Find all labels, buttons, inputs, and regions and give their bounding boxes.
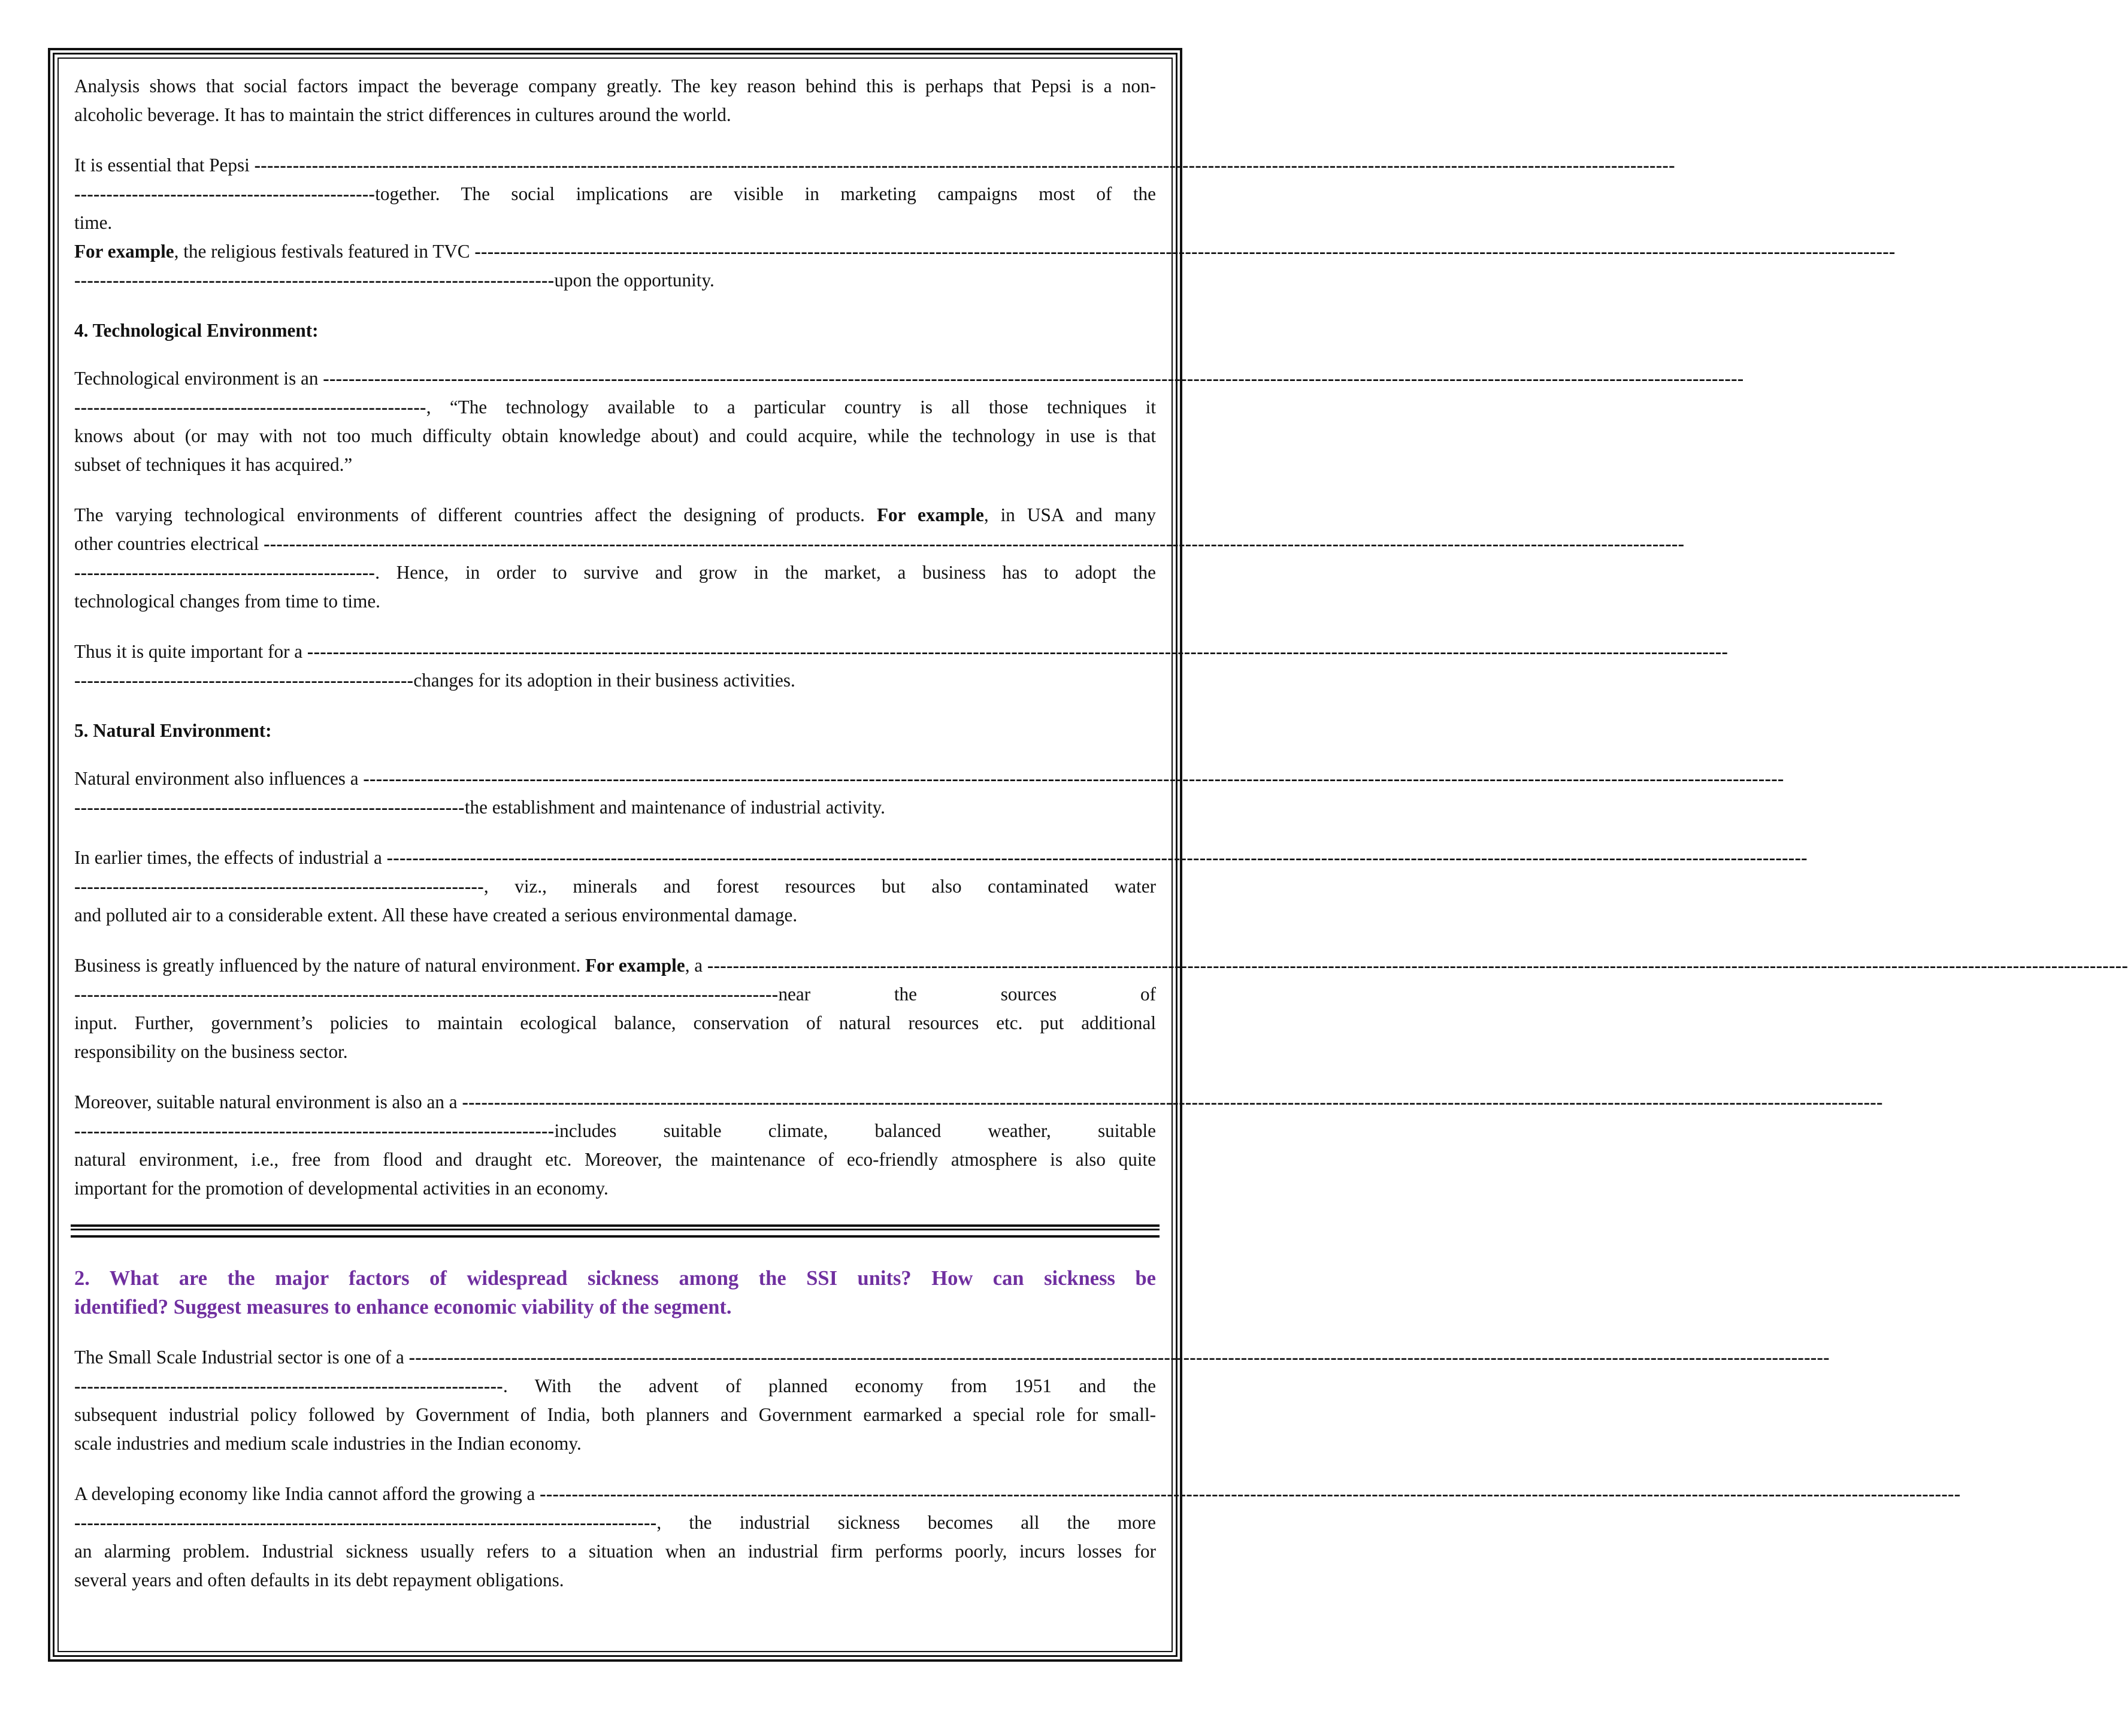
text-line — [74, 980, 1156, 1009]
paragraph-social-factors — [74, 72, 1156, 129]
bold-lead: For example — [876, 504, 984, 525]
question-line: identified? Suggest measures to enhance economic viability of the segment. — [74, 1296, 732, 1318]
blank-dash-run: ------------------------------------------------------------------------------------------------------------------------------------------------------------------------------------------------------------------------------ — [474, 241, 1896, 262]
text-line: subset of techniques it has acquired.” — [74, 454, 353, 475]
text-line — [74, 637, 1729, 666]
paragraph-ssi-sector — [74, 1343, 1830, 1458]
text-line: natural environment, i.e., free from flood and draught etc. Moreover, the maintenance of eco-friendly atmosphere is also quite — [74, 1149, 1156, 1170]
text-fragment: , viz., minerals and forest resources but also contaminated water — [483, 876, 1156, 897]
text-line — [74, 530, 1685, 558]
text-fragment: near the sources of — [778, 984, 1156, 1005]
text-fragment: The varying technological environments of different countries affect the designing of products. — [74, 504, 877, 525]
text-fragment: Moreover, suitable natural environment is also an a — [74, 1091, 462, 1112]
paragraph-religious-festivals — [74, 237, 1896, 295]
blank-dash-run: ----------------------------------------------- — [74, 183, 376, 204]
text-fragment: Thus it is quite important for a — [74, 641, 307, 662]
blank-dash-run: ------------------------------------------------------------------------------------------------------------------------------------------------------------------------------------------------------------------------------ — [264, 533, 1685, 554]
text-line — [74, 151, 1675, 180]
text-fragment: It is essential that Pepsi — [74, 155, 255, 176]
text-line: several years and often defaults in its debt repayment obligations. — [74, 1569, 564, 1590]
paragraph-natural-env — [74, 764, 1784, 822]
question-line: 2. What are the major factors of widespread sickness among the SSI units? How can sickness be — [74, 1267, 1156, 1290]
text-fragment: includes suitable climate, balanced weather, suitable — [554, 1120, 1156, 1141]
text-line — [74, 872, 1156, 901]
document-body — [74, 72, 2128, 1616]
text-fragment: , “The technology available to a particular country is all those techniques it — [426, 397, 1156, 418]
text-line: input. Further, government’s policies to maintain ecological balance, conservation of natural resources etc. put additional — [74, 1012, 1156, 1033]
blank-dash-run: --------------------------------------------------------------------------- — [74, 270, 555, 291]
text-line: subsequent industrial policy followed by Government of India, both planners and Government earmarked a special role for small- — [74, 1404, 1156, 1425]
text-line — [74, 666, 1156, 695]
text-fragment: Business is greatly influenced by the nature of natural environment. — [74, 955, 586, 976]
text-fragment: other countries electrical — [74, 533, 264, 554]
text-line: knows about (or may with not too much difficulty obtain knowledge about) and could acquire, while the technology in use is that — [74, 425, 1156, 446]
text-fragment: , in USA and many — [983, 504, 1156, 525]
paragraph-technological-env — [74, 364, 1744, 479]
section-heading-natural: 5. Natural Environment: — [74, 720, 272, 741]
text-line — [74, 843, 1808, 872]
text-fragment: the establishment and maintenance of industrial activity. — [464, 797, 885, 818]
paragraph-earlier-times — [74, 843, 1808, 930]
text-line — [74, 1372, 1156, 1401]
section-heading-technological: 4. Technological Environment: — [74, 320, 319, 341]
text-line: scale industries and medium scale industries in the Indian economy. — [74, 1433, 582, 1454]
paragraph-developing-economy — [74, 1480, 1961, 1595]
blank-dash-run: ------------------------------------------------------- — [74, 397, 426, 418]
blank-dash-run: ------------------------------------------------------------- — [74, 797, 465, 818]
text-fragment: The Small Scale Industrial sector is one of a — [74, 1347, 409, 1368]
paragraph-suitable-natural — [74, 1088, 1883, 1203]
blank-dash-run: ------------------------------------------------------------------------------------------------------------------------------------------------------------------------------------------------------------------------------ — [307, 641, 1729, 662]
blank-dash-run: ------------------------------------------------------------------------------------------------------------------------------------------------------------------------------------------------------------------------------ — [386, 847, 1808, 868]
text-fragment: In earlier times, the effects of industrial a — [74, 847, 387, 868]
blank-dash-run: ----------------------------------------------- — [74, 562, 376, 583]
paragraph-pepsi-essential — [74, 151, 1675, 237]
text-line: and polluted air to a considerable extent. All these have created a serious environmental damage. — [74, 905, 798, 926]
text-fragment: , the industrial sickness becomes all the more — [656, 1512, 1156, 1533]
text-fragment: , a — [685, 955, 707, 976]
blank-dash-run: ------------------------------------------------------------------------------------------------------------------------------------------------------------------------------------------------------------------------------ — [323, 368, 1744, 389]
text-line: responsibility on the business sector. — [74, 1041, 348, 1062]
text-line — [74, 1117, 1156, 1145]
text-line — [74, 237, 1896, 266]
paragraph-important-changes — [74, 637, 1729, 695]
text-line: Analysis shows that social factors impact the beverage company greatly. The key reason behind this is perhaps that Pepsi is a non- — [74, 75, 1156, 96]
blank-dash-run: -------------------------------------------------------------------------------------------------------------- — [74, 984, 779, 1005]
text-fragment: Natural environment also influences a — [74, 768, 364, 789]
paragraph-business-influenced — [74, 951, 2128, 1066]
text-line — [74, 501, 1156, 530]
blank-dash-run: ----------------------------------------------------- — [74, 670, 414, 691]
text-line — [74, 1508, 1156, 1537]
text-line — [74, 266, 1156, 295]
text-fragment: upon the opportunity. — [554, 270, 715, 291]
blank-dash-run: ------------------------------------------------------------------------------------------------------------------------------------------------------------------------------------------------------------------------------ — [408, 1347, 1830, 1368]
text-line: technological changes from time to time. — [74, 591, 380, 612]
blank-dash-run: ---------------------------------------------------------------- — [74, 876, 484, 897]
text-line — [74, 558, 1156, 587]
blank-dash-run: ------------------------------------------------------------------- — [74, 1375, 503, 1396]
blank-dash-run: ------------------------------------------------------------------------------------------------------------------------------------------------------------------------------------------------------------------------------ — [254, 155, 1675, 176]
text-line: important for the promotion of developmental activities in an economy. — [74, 1178, 609, 1199]
text-fragment: . Hence, in order to survive and grow in the market, a business has to adopt the — [375, 562, 1156, 583]
text-line: an alarming problem. Industrial sickness usually refers to a situation when an industrial firm performs poorly, incurs losses for — [74, 1541, 1156, 1562]
paragraph-varying-tech — [74, 501, 1685, 616]
text-fragment: changes for its adoption in their business activities. — [413, 670, 795, 691]
bold-lead: For example — [585, 955, 685, 976]
blank-dash-run: --------------------------------------------------------------------------- — [74, 1120, 555, 1141]
text-line — [74, 951, 2128, 980]
text-line — [74, 364, 1744, 393]
text-fragment: Technological environment is an — [74, 368, 323, 389]
text-line — [74, 180, 1156, 208]
text-fragment: . With the advent of planned economy from 1951 and the — [503, 1375, 1156, 1396]
blank-dash-run: ------------------------------------------------------------------------------------------------------------------------------------------------------------------------------------------------------------------------------ — [363, 768, 1784, 789]
text-fragment: together. The social implications are visible in marketing campaigns most of the — [375, 183, 1156, 204]
text-line — [74, 764, 1784, 793]
bold-lead: For example — [74, 241, 174, 262]
blank-dash-run: ------------------------------------------------------------------------------------------- — [74, 1512, 657, 1533]
text-line: alcoholic beverage. It has to maintain the strict differences in cultures around the world. — [74, 104, 731, 125]
text-line — [74, 1343, 1830, 1372]
text-fragment: A developing economy like India cannot afford the growing a — [74, 1483, 540, 1504]
text-line — [74, 1088, 1883, 1117]
text-line — [74, 793, 1156, 822]
section-divider — [71, 1224, 1160, 1238]
blank-dash-run: ------------------------------------------------------------------------------------------------------------------------------------------------------------------------------------------------------------------------------ — [462, 1091, 1883, 1112]
question-heading — [74, 1264, 1156, 1321]
text-line — [74, 1480, 1961, 1508]
text-line — [74, 393, 1156, 422]
blank-dash-run: ------------------------------------------------------------------------------------------------------------------------------------------------------------------------------------------------------------------------------ — [540, 1483, 1961, 1504]
text-line: time. — [74, 212, 113, 233]
text-fragment: , the religious festivals featured in TVC — [174, 241, 475, 262]
blank-dash-run: ------------------------------------------------------------------------------------------------------------------------------------------------------------------------------------------------------------------------------ — [707, 955, 2128, 976]
